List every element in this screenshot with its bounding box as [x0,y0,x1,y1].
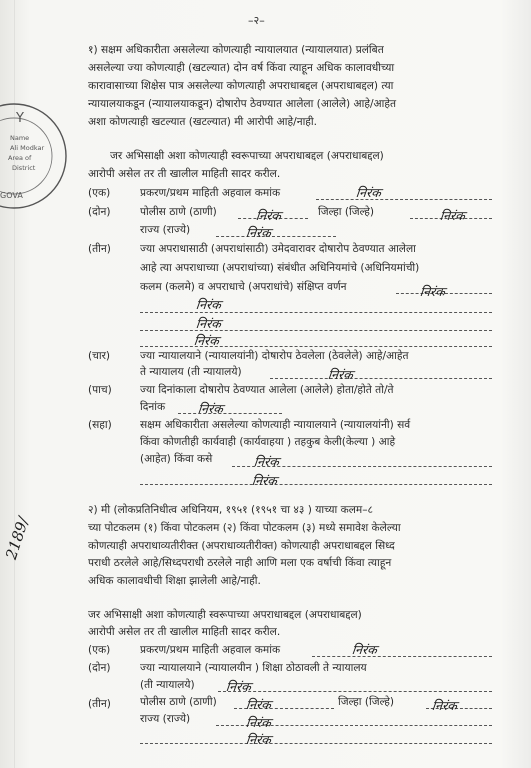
section2-line-1: २) मी (लोकप्रतिनिधीत्व अधिनियम, १९५१ (१९५१ चा ४३ ) याच्या कलम–८ [88,504,374,516]
section2-line-3: कोणत्याही अपराधाव्यतीरीक्त (अपराधाव्यतीरीक्त) कोणत्याही अपराधाबद्दल सिध्द [88,540,395,552]
s1-item-saha-label: (सहा) [88,419,112,431]
s1-item-pach-label: (पाच) [88,384,112,396]
s1-item-teen-line-3: कलम (कलमे) व अपराधाचे (अपराधांचे) संक्षिप्त वर्णन [140,281,347,293]
handwritten-nil: निरंक [251,473,278,488]
handwritten-nil: निरंक [245,732,272,747]
s1-item-char-line-2: ते न्यायालय (ती न्यायालये) [140,366,242,378]
handwritten-nil: निरंक [245,225,272,240]
fill-line [140,484,492,485]
section1-intro-1: जर अभिसाक्षी अशा कोणत्याही स्वरूपाच्या अपराधाबद्दल (अपराधाबद्दल) [110,150,384,162]
section1-line-3: कारावासाच्या शिक्षेस पात्र असलेल्या कोणत्याही अपराधाबद्दल (अपराधाबद्दल) त्या [88,80,394,92]
section2-line-4: पराधी ठरलेले आहे/सिध्दपराधी ठरलेले नाही आणि मला एक वर्षाची किंवा त्याहून [88,557,392,569]
fill-line [178,413,282,414]
s2-item-teen-rajya: राज्य (राज्ये) [140,713,191,725]
handwritten-nil: निरंक [193,333,220,348]
s1-item-don-label: (दोन) [88,206,111,218]
s2-item-teen-text: पोलीस ठाणे (ठाणी) [140,696,217,708]
s2-item-teen-jilha: जिल्हा (जिल्हे) [338,696,394,708]
fill-line [140,743,492,744]
stamp-district: District [12,164,36,172]
official-stamp [0,100,70,212]
handwritten-nil: निरंक [253,454,280,469]
s1-item-pach-line-2: दिनांक [140,401,166,413]
s1-item-ek-text: प्रकरण/प्रथम माहिती अहवाल कमांक [140,187,281,199]
handwritten-nil: निरंक [431,698,458,713]
s2-item-don-label: (दोन) [88,662,111,674]
handwritten-nil: निरंक [327,367,354,382]
section1-line-1: १) सक्षम अधिकारीता असलेल्या कोणत्याही न्यायालयात (न्यायालयात) प्रलंबित [88,44,384,56]
handwritten-nil: निरंक [197,401,224,416]
stamp-area: Area of [8,154,32,162]
stamp-letter: Y [16,111,24,126]
s1-item-teen-line-1: ज्या अपराधासाठी (अपराधांसाठी) उमेदवारावर दोषारोप ठेवण्यात आलेला [140,243,416,255]
s1-item-don-text: पोलीस ठाणे (ठाणी) [140,206,217,218]
section1-line-5: अशा कोणत्याही खटल्यात (खटल्यात) मी आरोपी आहे/नाही. [88,116,318,128]
s2-item-don-line-2: (ती न्यायालये) [140,679,195,691]
s1-item-saha-line-2: किंवा कोणतीही कार्यवाही (कार्यवाहया ) तहकुब केली(केल्या ) आहे [140,436,396,448]
fill-line [216,236,336,237]
s1-item-pach-line-1: ज्या दिनांकाला दोषारोप ठेवण्यात आलेला (आलेले) होता/होते तो/ते [140,384,394,396]
s1-item-teen-line-2: आहे त्या अपराधाच्या (अपराधांच्या) संबंधीत अधिनियमांचे (अधिनियमांची) [140,262,420,274]
fill-line [140,330,492,331]
fill-line [312,656,492,657]
handwritten-nil: निरंक [439,208,466,223]
handwritten-nil: निरंक [245,715,272,730]
stamp-officer: Ali Modkar [10,144,45,152]
stamp-name: Name [10,134,30,142]
s1-item-saha-line-3: (आहेत) किंवा कसे [140,453,213,465]
stamp-bottom: GOVA [0,191,23,200]
section2-intro-1: जर अभिसाक्षी अशा कोणत्याही स्वरूपाच्या अपराधाबद्दल (अपराधाबद्दल) [88,609,362,621]
handwritten-nil: निरंक [355,185,382,200]
s1-item-char-label: (चार) [88,350,111,362]
handwritten-nil: निरंक [195,297,222,312]
s1-item-ek-label: (एक) [88,187,111,199]
section2-intro-2: आरोपी असेल तर ती खालील माहिती सादर करील. [88,626,281,638]
fill-line [316,199,492,200]
section1-line-2: असलेल्या ज्या कोणत्याही (खटल्यात) दोन वर्ष किंवा त्याहून अधिक कालावधीच्या [88,62,395,74]
s1-item-char-line-1: ज्या न्यायालयाने (न्यायालयांनी) दोषारोप ठेवलेला (ठेवलेले) आहे/आहेत [140,350,409,362]
page-number: –२– [248,14,265,27]
handwritten-nil: निरंक [419,284,446,299]
handwritten-nil: निरंक [255,208,282,223]
s2-item-ek-label: (एक) [88,644,111,656]
s2-item-teen-label: (तीन) [88,698,111,710]
fill-line [218,691,492,692]
fill-line [270,378,492,379]
fill-line [140,312,492,313]
s1-item-saha-line-1: सक्षम अधिकारीता असलेल्या कोणत्याही न्यायालयाने (न्यायालयांनी) सर्व [140,419,411,431]
handwritten-nil: निरंक [245,697,272,712]
s2-item-ek-text: प्रकरण/प्रथम माहिती अहवाल कमांक [140,644,281,656]
s1-item-don-rajya: राज्य (राज्ये) [140,224,191,236]
s1-item-don-jilha: जिल्हा (जिल्हे) [318,206,374,218]
handwritten-nil: निरंक [225,679,252,694]
section1-intro-2: आरोपी असेल तर ती खालील माहिती सादर करील. [88,168,281,180]
section1-line-4: न्यायालयाकडून (न्यायालयाकडून) दोषारोप ठेवण्यात आलेला (आलेले) आहे/आहेत [88,98,397,110]
s1-item-teen-label: (तीन) [88,243,111,255]
s2-item-don-line-1: ज्या न्यायालयाने (न्यायालयीन ) शिक्षा ठोठावली ते न्यायालय [140,662,367,674]
section2-line-2: च्या पोटकलम (१) किंवा पोटकलम (२) किंवा पोटकलम (३) मध्ये समावेश केलेल्या [88,522,401,534]
handwritten-nil: निरंक [351,642,378,657]
margin-signature: 2189/ [2,514,33,562]
section2-line-5: अधिक कालावधीची शिक्षा झालेली आहे/नाही. [88,575,261,587]
handwritten-nil: निरंक [195,316,222,331]
